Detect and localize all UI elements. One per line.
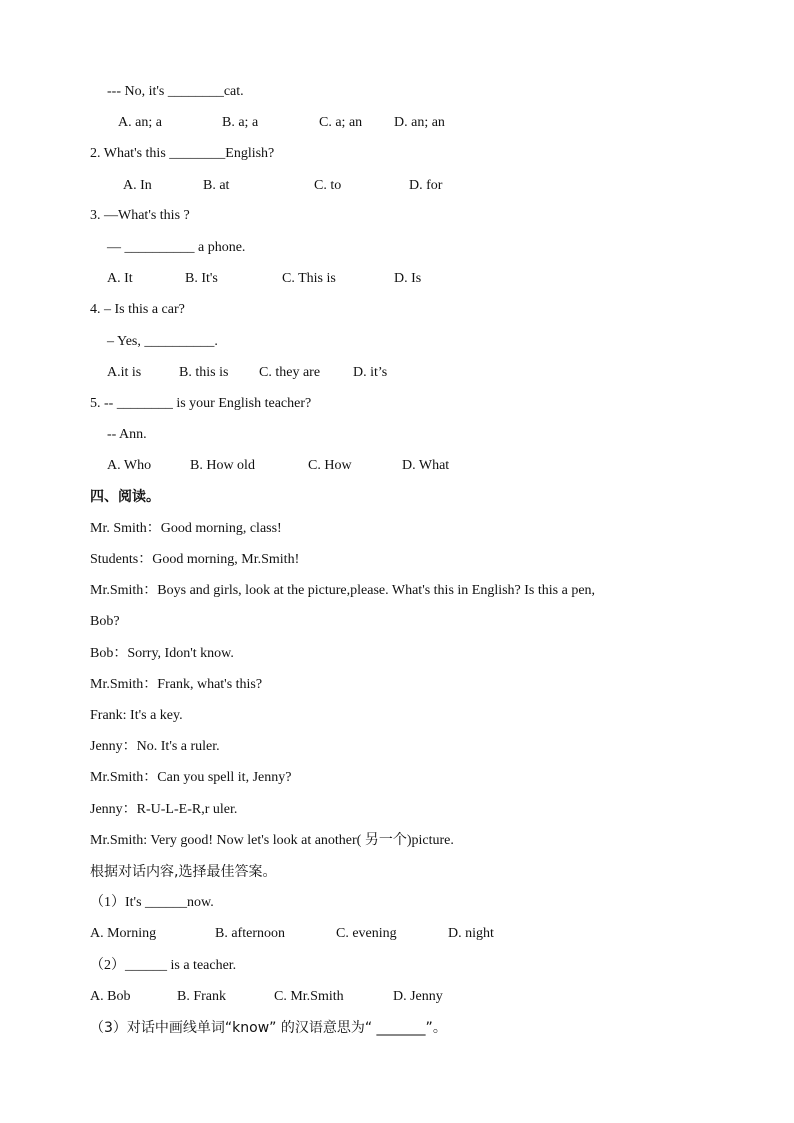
dialogue-line: Frank: It's a key. [90, 708, 183, 723]
q1-options [118, 114, 445, 132]
q3-options [107, 270, 422, 288]
q5-question: 5. -- ________ is your English teacher? [90, 396, 312, 411]
q4-answer-line: – Yes, __________. [107, 334, 218, 349]
reading-q1: （1）It's ______now. [90, 895, 214, 910]
option-a: A. Morning [90, 926, 157, 941]
dialogue-line: Mr.Smith：Frank, what's this? [90, 677, 263, 692]
option-b: B. at [203, 178, 230, 193]
q5-answer-line: -- Ann. [107, 427, 147, 442]
option-d: D. an; an [394, 115, 445, 130]
option-c: C. Mr.Smith [274, 989, 344, 1004]
option-d: D. it’s [353, 365, 388, 380]
option-c: C. a; an [319, 115, 363, 130]
option-a: A. Bob [90, 989, 131, 1004]
option-c: C. to [314, 178, 342, 193]
option-d: D. night [448, 926, 494, 941]
dialogue-line: Students：Good morning, Mr.Smith! [90, 552, 300, 567]
dialogue-line: Bob：Sorry, Idon't know. [90, 646, 234, 661]
dialogue-line: Mr.Smith: Very good! Now let's look at another( 另一个)picture. [90, 833, 454, 848]
option-a: A. In [123, 178, 152, 193]
option-b: B. afternoon [215, 926, 285, 941]
option-a: A. an; a [118, 115, 162, 130]
option-c: C. This is [282, 271, 336, 286]
q4-options [107, 364, 388, 382]
section-heading: 四、阅读。 [90, 489, 160, 505]
option-d: D. for [409, 178, 443, 193]
q4-question: 4. – Is this a car? [90, 302, 185, 317]
dialogue-line: Mr. Smith：Good morning, class! [90, 521, 282, 536]
instruction: 根据对话内容,选择最佳答案。 [90, 864, 277, 880]
reading-q3: （3）对话中画线单词“know” 的汉语意思为“ _______”。 [90, 1020, 447, 1036]
option-a: A.it is [107, 365, 142, 380]
dialogue-line: Jenny：No. It's a ruler. [90, 739, 220, 754]
option-d: D. Is [394, 271, 422, 286]
reading-q1-options [90, 925, 494, 943]
option-b: B. How old [190, 458, 255, 473]
q1-answer-line: --- No, it's ________cat. [107, 84, 244, 99]
dialogue-line: Jenny：R-U-L-E-R,r uler. [90, 802, 238, 817]
option-c: C. they are [259, 365, 321, 380]
q3-answer-line: — __________ a phone. [107, 240, 246, 255]
q5-options [107, 457, 450, 475]
dialogue-line: Mr.Smith：Boys and girls, look at the picture,please. What's this in English? Is this a pen, [90, 583, 596, 598]
option-d: D. Jenny [393, 989, 443, 1004]
option-c: C. evening [336, 926, 397, 941]
option-b: B. a; a [222, 115, 259, 130]
option-b: B. this is [179, 365, 229, 380]
q2-options [123, 177, 443, 195]
dialogue-line: Mr.Smith：Can you spell it, Jenny? [90, 770, 292, 785]
option-a: A. Who [107, 458, 152, 473]
option-a: A. It [107, 271, 133, 286]
option-b: B. Frank [177, 989, 226, 1004]
option-c: C. How [308, 458, 352, 473]
reading-q2: （2）______ is a teacher. [90, 958, 237, 973]
q2-question: 2. What's this ________English? [90, 146, 275, 161]
reading-q2-options [90, 988, 443, 1006]
option-b: B. It's [185, 271, 218, 286]
q3-question: 3. —What's this ? [90, 208, 190, 223]
dialogue-line: Bob? [90, 614, 120, 629]
option-d: D. What [402, 458, 450, 473]
